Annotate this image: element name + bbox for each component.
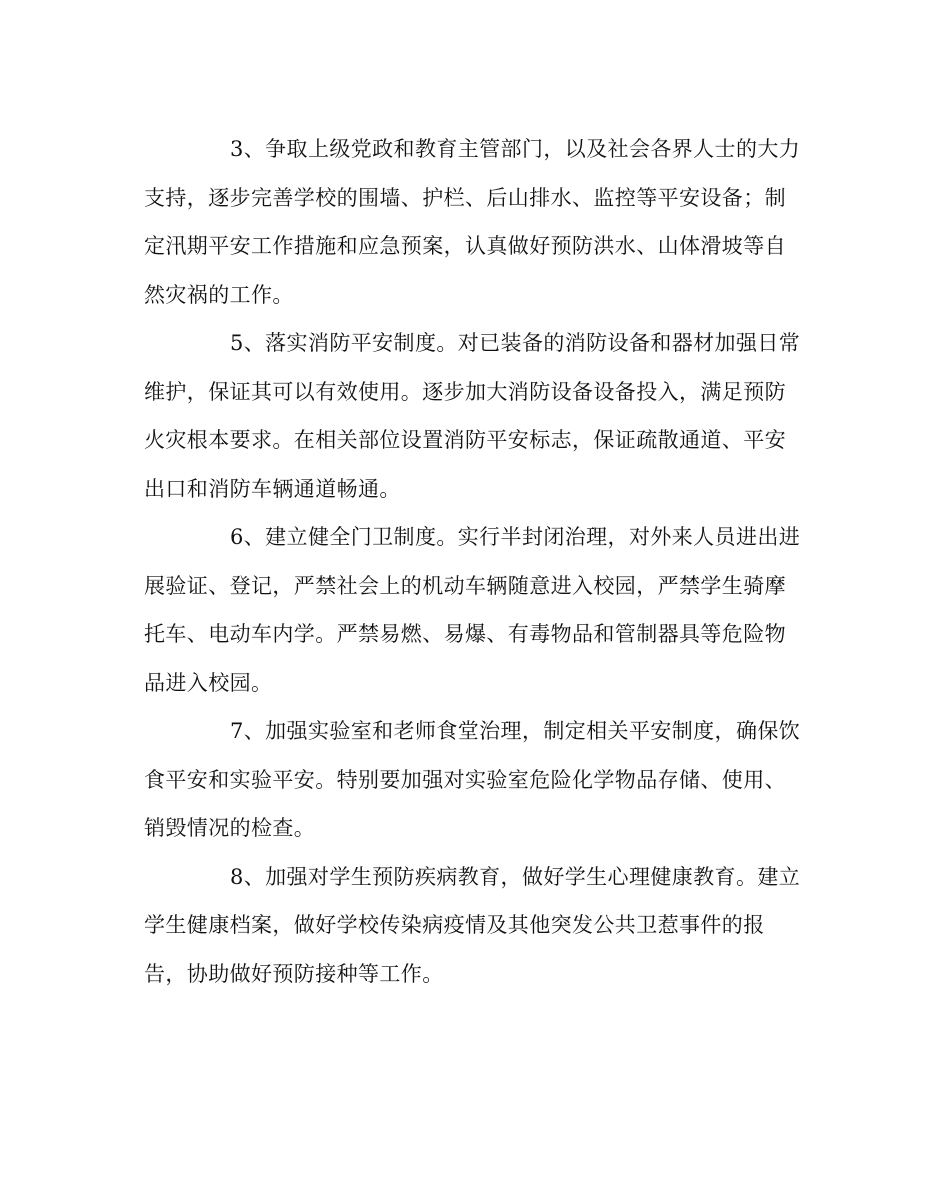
paragraph-item-8: 8、加强对学生预防疾病教育，做好学生心理健康教育。建立学生健康档案，做好学校传染病疫情及其他突发公共卫惹事件的报告，协助做好预防接种等工作。 [144, 864, 801, 986]
document-body [144, 125, 804, 998]
paragraph-item-3: 3、争取上级党政和教育主管部门，以及社会各界人士的大力支持，逐步完善学校的围墙、护栏、后山排水、监控等平安设备；制定汛期平安工作措施和应急预案，认真做好预防洪水、山体滑坡等自然灾祸的工作。 [144, 137, 801, 307]
paragraph-item-7: 7、加强实验室和老师食堂治理，制定相关平安制度，确保饮食平安和实验平安。特别要加强对实验室危险化学物品存储、使用、销毁情况的检查。 [144, 719, 801, 840]
paragraph-item-5: 5、落实消防平安制度。对已装备的消防设备和器材加强日常维护，保证其可以有效使用。逐步加大消防设备设备投入，满足预防火灾根本要求。在相关部位设置消防平安标志，保证疏散通道、平安出口和消防车辆通道畅通。 [144, 331, 801, 501]
paragraph-item-6: 6、建立健全门卫制度。实行半封闭治理，对外来人员进出进展验证、登记，严禁社会上的机动车辆随意进入校园，严禁学生骑摩托车、电动车内学。严禁易燃、易爆、有毒物品和管制器具等危险物品进入校园。 [144, 525, 801, 695]
